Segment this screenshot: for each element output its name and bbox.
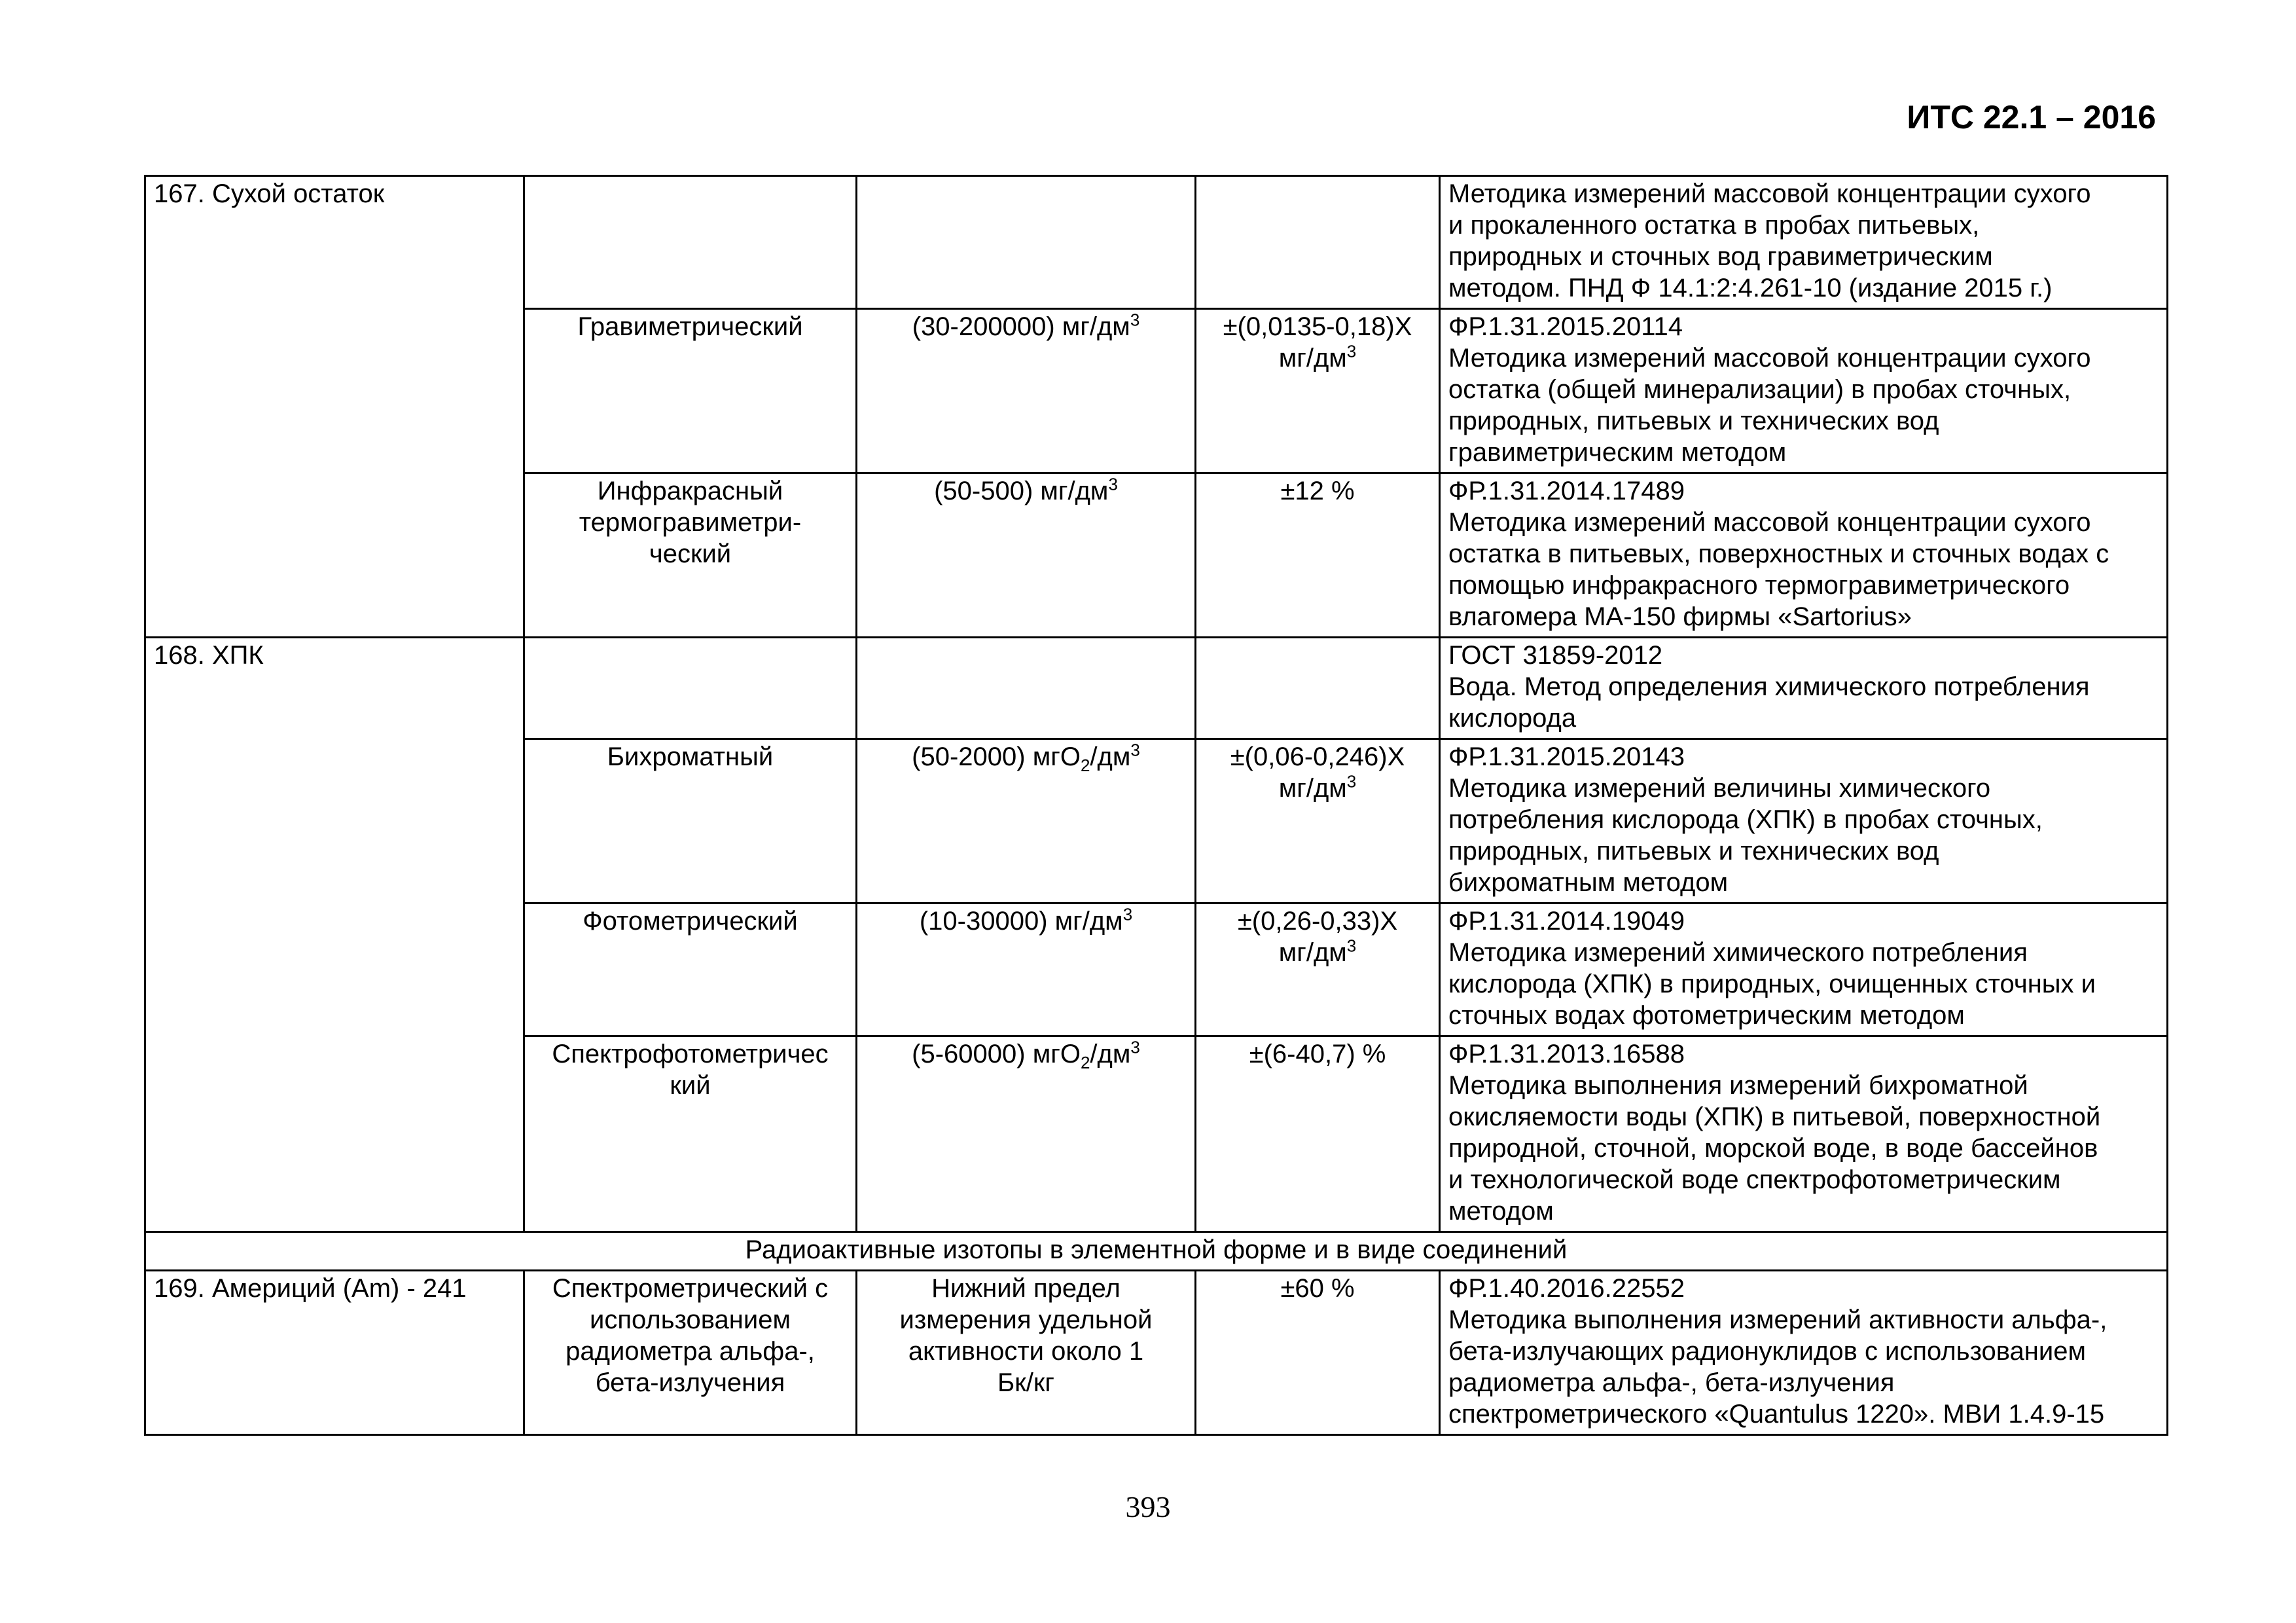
error-cell	[1196, 638, 1440, 739]
reference-line: потребления кислорода (ХПК) в пробах сточных,	[1448, 805, 2043, 834]
error-cell: ±60 %	[1196, 1271, 1440, 1435]
reference-line: кислорода	[1448, 704, 1577, 733]
reference-cell	[1440, 473, 2168, 638]
method-cell	[524, 638, 857, 739]
method-cell: Спектрометрический с использованием радиометра альфа-, бета-излучения	[524, 1271, 857, 1435]
error-cell: ±(0,06-0,246)Х $мг/дм^3$	[1196, 739, 1440, 903]
reference-line: ФР.1.31.2013.16588	[1448, 1040, 1685, 1068]
method-cell	[524, 176, 857, 309]
reference-line: Вода. Метод определения химического потребления	[1448, 672, 2090, 701]
table-row	[145, 176, 2168, 309]
table-row	[145, 1271, 2168, 1435]
reference-line: и технологической воде спектрофотометрическим	[1448, 1165, 2061, 1194]
reference-line: Методика измерений массовой концентрации сухого	[1448, 344, 2091, 373]
method-cell: Инфракрасный термогравиметри- ческий	[524, 473, 857, 638]
range-cell	[857, 176, 1196, 309]
reference-line: природных, питьевых и технических вод	[1448, 407, 1939, 435]
method-cell: Спектрофотометричес кий	[524, 1036, 857, 1232]
range-cell: (5-60000) $мгО_2/дм^3$	[857, 1036, 1196, 1232]
methods-table	[144, 175, 2168, 1436]
indicator-cell: 168. ХПК	[145, 638, 524, 1232]
error-cell: ±(0,0135-0,18)Х $мг/дм^3$	[1196, 309, 1440, 473]
reference-line: Методика измерений массовой концентрации сухого	[1448, 508, 2091, 537]
reference-line: бета-излучающих радионуклидов с использованием	[1448, 1337, 2086, 1366]
error-cell: ±(0,26-0,33)Х $мг/дм^3$	[1196, 903, 1440, 1036]
reference-line: бихроматным методом	[1448, 868, 1729, 897]
range-cell: (50-500) $мг/дм^3$	[857, 473, 1196, 638]
reference-line: Методика измерений массовой концентрации сухого	[1448, 179, 2091, 208]
method-cell: Бихроматный	[524, 739, 857, 903]
table-row	[145, 638, 2168, 739]
section-title: Радиоактивные изотопы в элементной форме и в виде соединений	[145, 1232, 2168, 1271]
reference-line: природной, сточной, морской воде, в воде бассейнов	[1448, 1134, 2098, 1163]
method-cell: Гравиметрический	[524, 309, 857, 473]
reference-line: гравиметрическим методом	[1448, 438, 1787, 467]
reference-cell	[1440, 739, 2168, 903]
reference-line: природных и сточных вод гравиметрическим	[1448, 242, 1993, 271]
reference-line: методом	[1448, 1197, 1554, 1226]
reference-line: ФР.1.40.2016.22552	[1448, 1274, 1685, 1303]
reference-line: остатка (общей минерализации) в пробах сточных,	[1448, 375, 2072, 404]
reference-line: Методика выполнения измерений активности альфа-,	[1448, 1305, 2108, 1334]
reference-line: ФР.1.31.2014.17489	[1448, 477, 1685, 505]
reference-line: окисляемости воды (ХПК) в питьевой, поверхностной	[1448, 1103, 2101, 1131]
reference-cell	[1440, 1271, 2168, 1435]
indicator-cell: 167. Сухой остаток	[145, 176, 524, 638]
reference-line: кислорода (ХПК) в природных, очищенных сточных и	[1448, 970, 2096, 998]
reference-line: ФР.1.31.2015.20143	[1448, 742, 1685, 771]
table-row	[145, 1232, 2168, 1271]
reference-cell	[1440, 1036, 2168, 1232]
reference-line: ФР.1.31.2015.20114	[1448, 312, 1683, 341]
reference-line: Методика выполнения измерений бихроматной	[1448, 1071, 2028, 1100]
page-number: 393	[1125, 1490, 1171, 1523]
reference-cell	[1440, 309, 2168, 473]
reference-line: помощью инфракрасного термогравиметрического	[1448, 571, 2070, 600]
range-cell	[857, 638, 1196, 739]
reference-line: ГОСТ 31859-2012	[1448, 641, 1663, 670]
reference-line: влагомера МА-150 фирмы «Sartorius»	[1448, 602, 1912, 631]
range-cell: Нижний предел измерения удельной активности около 1 Бк/кг	[857, 1271, 1196, 1435]
reference-cell	[1440, 176, 2168, 309]
error-cell: ±(6-40,7) %	[1196, 1036, 1440, 1232]
reference-line: радиометра альфа-, бета-излучения	[1448, 1368, 1895, 1397]
range-cell: (50-2000) $мгО_2/дм^3$	[857, 739, 1196, 903]
reference-line: Методика измерений величины химического	[1448, 774, 1991, 803]
reference-line: остатка в питьевых, поверхностных и сточных водах с	[1448, 539, 2109, 568]
reference-line: Методика измерений химического потребления	[1448, 938, 2028, 967]
reference-cell	[1440, 638, 2168, 739]
range-cell: (30-200000) $мг/дм^3$	[857, 309, 1196, 473]
method-cell: Фотометрический	[524, 903, 857, 1036]
reference-cell	[1440, 903, 2168, 1036]
reference-line: спектрометрического «Quantulus 1220». МВИ 1.4.9-15	[1448, 1400, 2105, 1429]
reference-line: методом. ПНД Ф 14.1:2:4.261-10 (издание 2015 г.)	[1448, 274, 2053, 302]
reference-line: сточных водах фотометрическим методом	[1448, 1001, 1965, 1030]
document-code: ИТС 22.1 – 2016	[1907, 99, 2156, 136]
range-cell: (10-30000) $мг/дм^3$	[857, 903, 1196, 1036]
reference-line: ФР.1.31.2014.19049	[1448, 907, 1685, 936]
error-cell	[1196, 176, 1440, 309]
reference-line: и прокаленного остатка в пробах питьевых,	[1448, 211, 1980, 240]
error-cell: ±12 %	[1196, 473, 1440, 638]
reference-line: природных, питьевых и технических вод	[1448, 837, 1939, 866]
indicator-cell: 169. Америций (Am) - 241	[145, 1271, 524, 1435]
